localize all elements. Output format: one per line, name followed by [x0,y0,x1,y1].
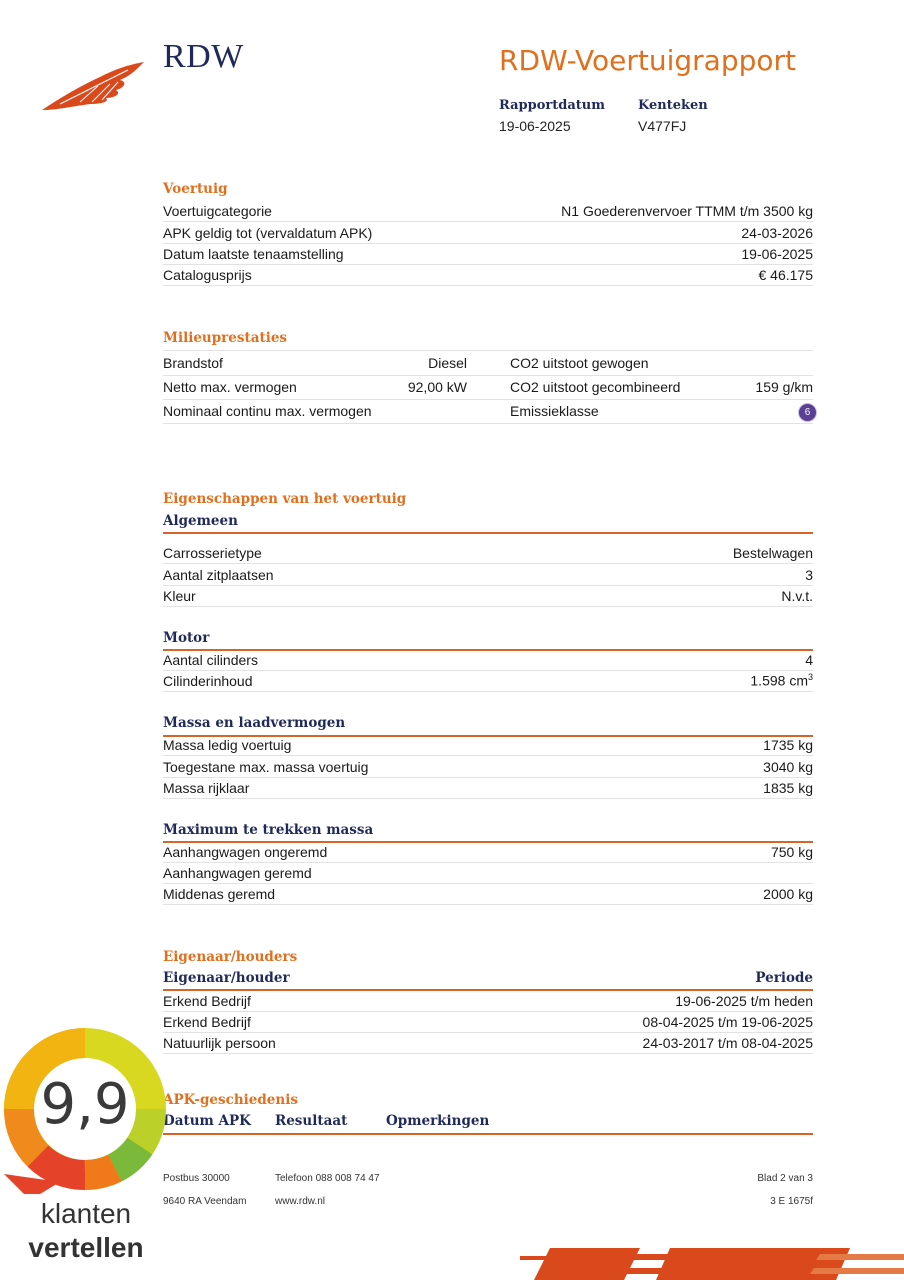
row-value: 24-03-2026 [741,224,813,241]
properties-heading: Eigenschappen van het voertuig [163,491,407,507]
vehicle-row [163,264,813,286]
property-row [163,564,813,586]
property-row [163,777,813,799]
row-label: Massa ledig voertuig [163,736,292,753]
property-row [163,841,813,863]
owner-name: Erkend Bedrijf [163,1013,251,1030]
owner-period: 08-04-2025 t/m 19-06-2025 [642,1013,813,1030]
row-label: Massa rijklaar [163,779,250,796]
report-date-label: Rapportdatum [499,98,605,113]
row-value: 3040 kg [763,758,813,775]
row-value: 1835 kg [763,779,813,796]
decorative-stripes-icon [520,1244,904,1280]
owner-period: 19-06-2025 t/m heden [675,992,813,1009]
mass-heading: Massa en laadvermogen [163,715,346,731]
row-label: Datum laatste tenaamstelling [163,245,344,262]
row-value: 1735 kg [763,736,813,753]
owner-row [163,1032,813,1054]
apk-remarks-column: Opmerkingen [386,1113,490,1129]
owner-name: Natuurlijk persoon [163,1034,276,1051]
section-rule [163,1133,813,1135]
cell-label: CO2 uitstoot gecombineerd [510,379,681,395]
row-value: € 46.175 [758,266,813,283]
footer-phone: Telefoon 088 008 74 47 [275,1173,380,1184]
row-value [750,672,813,689]
vehicle-row [163,222,813,244]
cell-value: 159 g/km [755,379,813,395]
footer-address-2: 9640 RA Veendam [163,1196,247,1207]
cell-value: 92,00 kW [407,379,467,395]
document-title: RDW-Voertuigrapport [499,44,796,77]
rating-label-bottom: vertellen [28,1232,144,1263]
row-label: Aanhangwagen geremd [163,864,312,881]
rating-score: 9,9 [40,1072,130,1137]
row-value: N1 Goederenvervoer TTMM t/m 3500 kg [561,202,813,219]
apk-heading: APK-geschiedenis [163,1092,298,1108]
footer-address-1: Postbus 30000 [163,1173,230,1184]
row-value: 19-06-2025 [741,245,813,262]
cell-value: Diesel [428,355,467,371]
rdw-logo-icon [40,58,148,114]
cell-label: Nominaal continu max. vermogen [163,403,372,419]
period-column-header: Periode [755,970,813,986]
property-row [163,883,813,905]
row-value: N.v.t. [781,587,813,604]
row-value: 3 [805,566,813,583]
property-row [163,542,813,564]
row-label: Aanhangwagen ongeremd [163,843,328,860]
property-row [163,734,813,756]
environment-row [163,352,813,376]
property-row [163,862,813,884]
section-rule [163,532,813,534]
engine-heading: Motor [163,630,210,646]
report-date: 19-06-2025 [499,118,571,134]
row-label: Cilinderinhoud [163,672,253,689]
divider [163,350,813,351]
footer-website: www.rdw.nl [275,1196,326,1207]
property-row [163,756,813,778]
cell-label: CO2 uitstoot gewogen [510,355,649,371]
property-row [163,585,813,607]
displacement-value: 1.598 cm [750,672,808,689]
row-label: Aantal zitplaatsen [163,566,274,583]
owner-column-header: Eigenaar/houder [163,970,290,986]
vehicle-row [163,243,813,265]
row-label: Voertuigcategorie [163,202,272,219]
owner-row [163,990,813,1012]
owner-row [163,1011,813,1033]
property-row [163,670,813,692]
row-value: 4 [805,651,813,668]
property-row [163,649,813,671]
general-heading: Algemeen [163,513,238,529]
emission-class-badge: 6 [798,402,817,422]
plate-number: V477FJ [638,118,687,134]
row-value: Bestelwagen [732,544,813,561]
rating-label-top: klanten [40,1198,132,1229]
unit-superscript: 3 [807,672,813,683]
row-label: Catalogusprijs [163,266,252,283]
environment-heading: Milieuprestaties [163,330,288,346]
cell-label: Emissieklasse [510,403,599,419]
row-label: APK geldig tot (vervaldatum APK) [163,224,373,241]
row-label: Toegestane max. massa voertuig [163,758,369,775]
vehicle-heading: Voertuig [163,181,228,197]
towing-heading: Maximum te trekken massa [163,822,374,838]
row-label: Middenas geremd [163,885,276,902]
cell-label: Netto max. vermogen [163,379,297,395]
environment-row [163,400,813,424]
vehicle-row [163,200,813,222]
environment-row [163,376,813,400]
footer-code: 3 E 1675f [770,1196,813,1207]
cell-label: Brandstof [163,355,223,371]
owner-name: Erkend Bedrijf [163,992,251,1009]
row-label: Kleur [163,587,196,604]
row-value: 750 kg [770,843,813,860]
plate-label: Kenteken [638,98,708,113]
apk-date-column: Datum APK [163,1113,251,1129]
row-value: 2000 kg [763,885,813,902]
owners-heading: Eigenaar/houders [163,949,298,965]
row-label: Aantal cilinders [163,651,258,668]
apk-result-column: Resultaat [275,1113,348,1129]
brand-name: RDW [163,38,244,75]
row-label: Carrosserietype [163,544,262,561]
owner-period: 24-03-2017 t/m 08-04-2025 [642,1034,813,1051]
footer-page-number: Blad 2 van 3 [757,1173,813,1184]
